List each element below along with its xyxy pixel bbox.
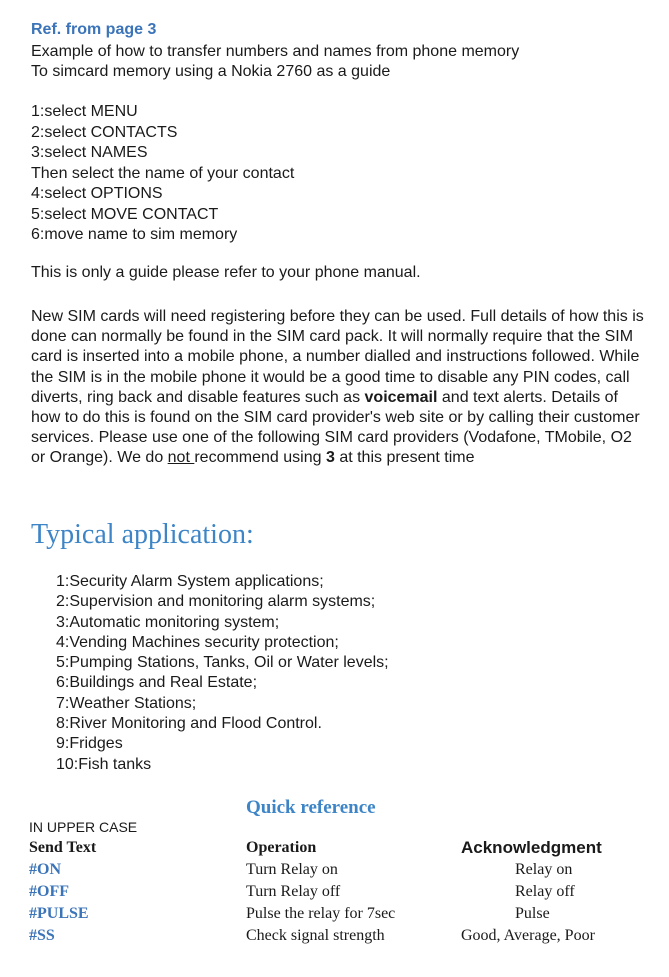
transfer-steps-list bbox=[31, 102, 294, 246]
command-on: #ON bbox=[29, 861, 61, 878]
paragraph-text: New SIM cards will need registering before they can be used. Full details of how this is done can normally be found in the SIM card pack. It will normally require that the SIM card is inserted into a mobile phone, a number dialled and instructions followed. While the SIM is in the mobile phone it would be a good time to disable any PIN codes, call diverts, ring back and disable features such as bbox=[31, 308, 644, 406]
paragraph-text: and text alerts. Details of how to do this is found on the SIM card provider's web site or by calling their customer services. Please use one of the following SIM card providers (Vodafone, TMobile, O2 or Orange). We do bbox=[31, 388, 640, 467]
application-item: 7:Weather Stations; bbox=[56, 694, 197, 712]
application-item: 8:River Monitoring and Flood Control. bbox=[56, 715, 322, 733]
step-item: 3:select NAMES bbox=[31, 144, 148, 161]
operation-header: Operation bbox=[246, 839, 317, 856]
command-pulse: #PULSE bbox=[29, 905, 89, 922]
reference-title: Ref. from page 3 bbox=[31, 21, 157, 38]
intro-text bbox=[31, 42, 519, 82]
intro-line: Example of how to transfer numbers and names from phone memory bbox=[31, 43, 520, 60]
intro-line: To simcard memory using a Nokia 2760 as a guide bbox=[31, 63, 391, 80]
voicemail-bold: voicemail bbox=[364, 388, 438, 406]
send-text-column bbox=[29, 837, 96, 947]
application-item: 4:Vending Machines security protection; bbox=[56, 633, 339, 651]
operation-item: Turn Relay off bbox=[246, 883, 341, 900]
command-ss: #SS bbox=[29, 927, 55, 944]
operation-column bbox=[246, 837, 395, 947]
ack-item: Relay off bbox=[515, 883, 575, 900]
step-item: 5:select MOVE CONTACT bbox=[31, 205, 219, 223]
step-item: 1:select MENU bbox=[31, 103, 138, 120]
application-item: 1:Security Alarm System applications; bbox=[56, 573, 324, 590]
acknowledgment-column bbox=[461, 837, 602, 947]
paragraph-text: at this present time bbox=[334, 449, 475, 467]
typical-application-heading: Typical application: bbox=[31, 519, 254, 550]
sim-registration-paragraph bbox=[31, 307, 646, 469]
application-item: 10:Fish tanks bbox=[56, 755, 152, 773]
operation-item: Turn Relay on bbox=[246, 861, 338, 878]
guide-note: This is only a guide please refer to your phone manual. bbox=[31, 264, 421, 281]
ack-item: Good, Average, Poor bbox=[461, 927, 595, 944]
step-item: 6:move name to sim memory bbox=[31, 226, 238, 243]
step-item: 4:select OPTIONS bbox=[31, 185, 163, 202]
quick-reference-heading: Quick reference bbox=[246, 797, 376, 818]
application-item: 2:Supervision and monitoring alarm systems; bbox=[56, 593, 376, 611]
send-text-header: Send Text bbox=[29, 839, 97, 856]
operation-item: Pulse the relay for 7sec bbox=[246, 905, 396, 922]
ack-item: Pulse bbox=[515, 905, 550, 922]
applications-list bbox=[56, 572, 389, 775]
not-underlined: not bbox=[167, 449, 195, 467]
provider-3-bold: 3 bbox=[325, 449, 335, 467]
application-item: 5:Pumping Stations, Tanks, Oil or Water levels; bbox=[56, 654, 389, 672]
application-item: 9:Fridges bbox=[56, 735, 123, 753]
application-item: 6:Buildings and Real Estate; bbox=[56, 674, 258, 692]
command-off: #OFF bbox=[29, 883, 69, 900]
operation-item: Check signal strength bbox=[246, 927, 385, 944]
paragraph-text: recommend using bbox=[194, 449, 326, 467]
upper-case-note: IN UPPER CASE bbox=[29, 819, 138, 835]
ack-item: Relay on bbox=[515, 861, 573, 878]
step-item: 2:select CONTACTS bbox=[31, 123, 178, 141]
application-item: 3:Automatic monitoring system; bbox=[56, 613, 280, 631]
acknowledgment-header: Acknowledgment bbox=[461, 838, 602, 857]
step-item: Then select the name of your contact bbox=[31, 164, 295, 182]
